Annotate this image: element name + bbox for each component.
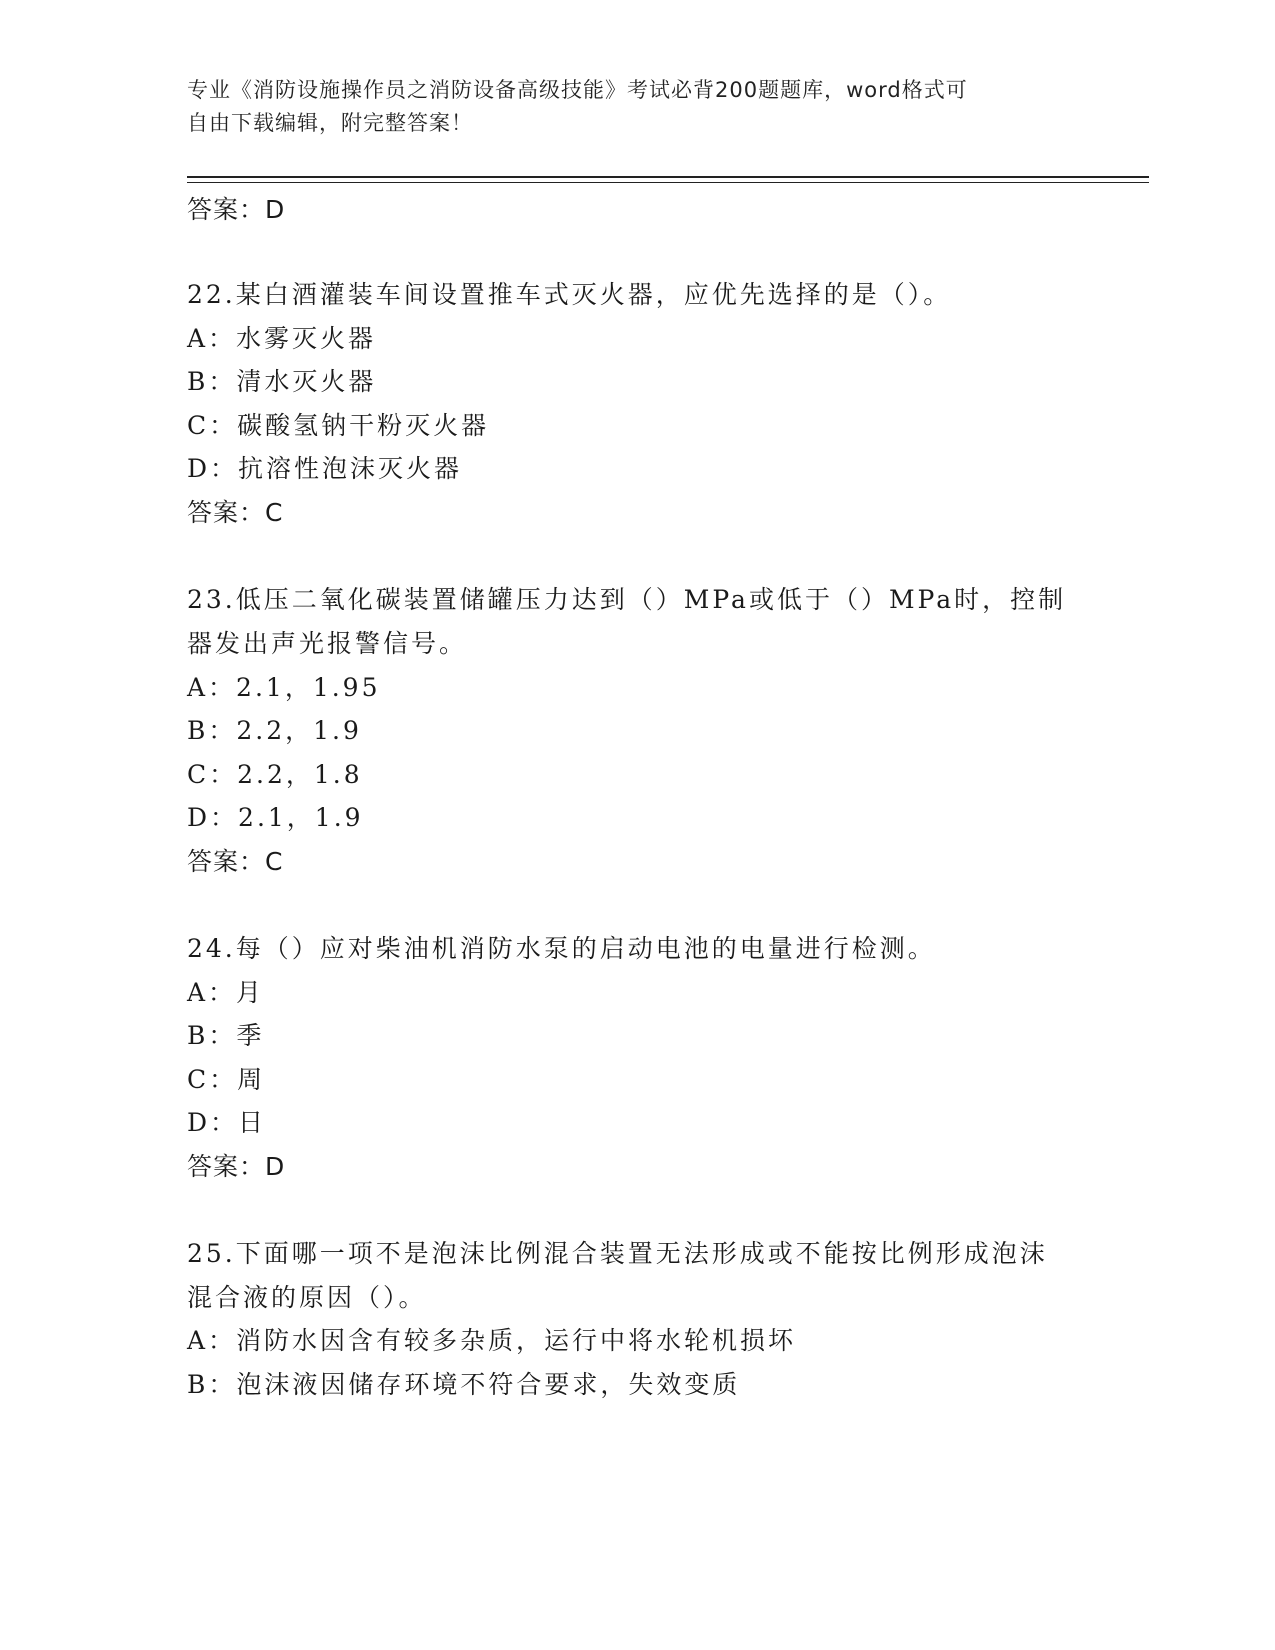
question-22-option-a: A：水雾灭火器: [187, 324, 377, 353]
header-rule-thick: [187, 176, 1149, 178]
question-24-option-b: B：季: [187, 1021, 265, 1050]
question-23-option-d: D：2.1，1.9: [187, 803, 364, 832]
question-24-stem: 24.每（）应对柴油机消防水泵的启动电池的电量进行检测。: [187, 934, 936, 963]
question-22-option-d: D：抗溶性泡沫灭火器: [187, 454, 463, 483]
question-22-option-c: C：碳酸氢钠干粉灭火器: [187, 411, 490, 440]
question-23-option-a: A：2.1，1.95: [187, 673, 381, 702]
question-22-option-b: B：清水灭火器: [187, 367, 377, 396]
question-22-stem: 22.某白酒灌装车间设置推车式灭火器，应优先选择的是（）。: [187, 280, 952, 309]
question-25-option-b: B：泡沫液因储存环境不符合要求，失效变质: [187, 1370, 741, 1399]
previous-answer: 答案：D: [187, 195, 286, 224]
question-23-option-c: C：2.2，1.8: [187, 760, 363, 789]
header-line-1: 专业《消防设施操作员之消防设备高级技能》考试必背200题题库，word格式可: [187, 78, 968, 102]
header-rule-thin: [187, 182, 1149, 183]
question-23-option-b: B：2.2，1.9: [187, 716, 362, 745]
question-24-answer: 答案：D: [187, 1152, 286, 1181]
question-24-option-c: C：周: [187, 1065, 266, 1094]
question-25-stem-line-1: 25.下面哪一项不是泡沫比例混合装置无法形成或不能按比例形成泡沫: [187, 1239, 1048, 1268]
question-24-option-a: A：月: [187, 978, 265, 1007]
question-25-option-a: A：消防水因含有较多杂质，运行中将水轮机损坏: [187, 1326, 797, 1355]
question-23-stem-line-2: 器发出声光报警信号。: [187, 629, 468, 658]
question-24-option-d: D：日: [187, 1108, 267, 1137]
question-22-answer: 答案：C: [187, 498, 284, 527]
question-25-stem-line-2: 混合液的原因（）。: [187, 1283, 427, 1312]
document-header: [187, 74, 1057, 140]
question-23-stem-line-1: 23.低压二氧化碳装置储罐压力达到（）MPa或低于（）MPa时，控制: [187, 585, 1067, 614]
header-line-2: 自由下载编辑，附完整答案！: [187, 111, 473, 135]
question-23-answer: 答案：C: [187, 847, 284, 876]
